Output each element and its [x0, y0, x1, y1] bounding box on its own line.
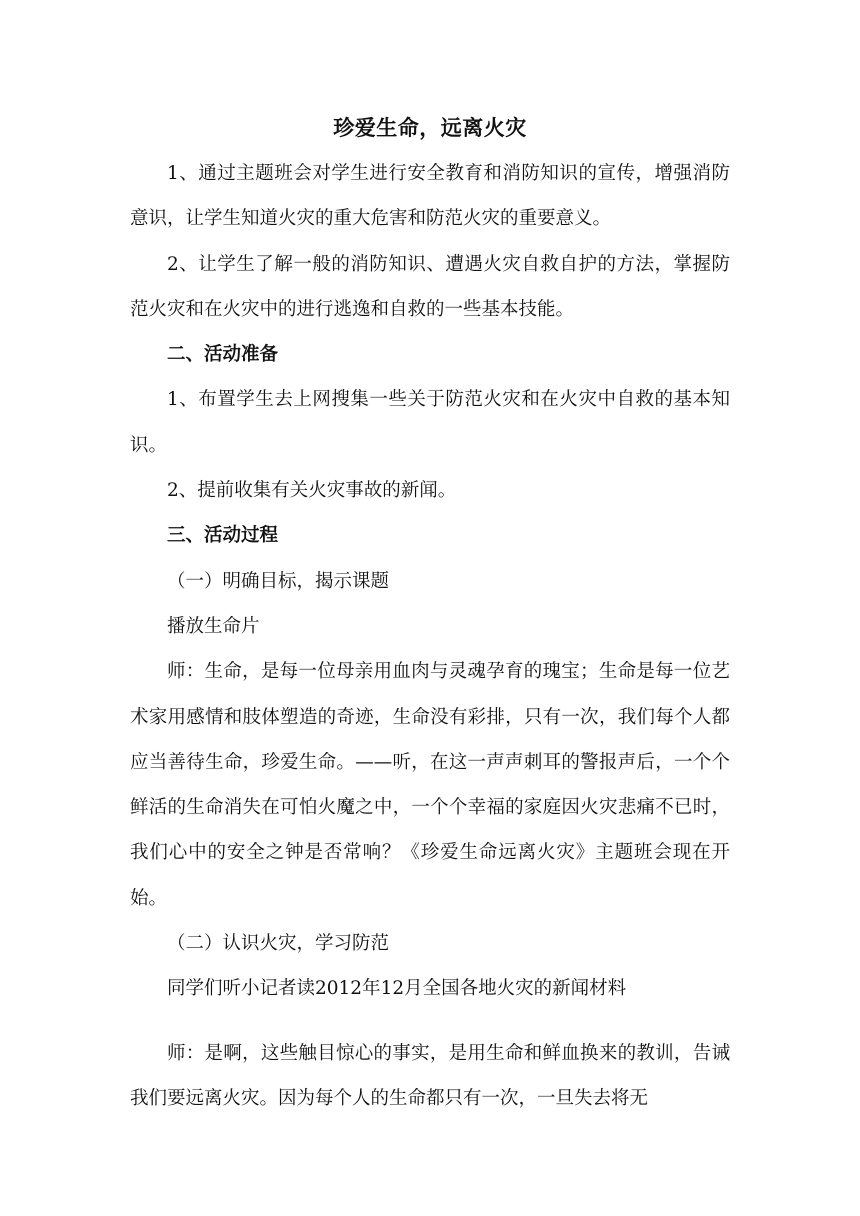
document-body	[130, 151, 730, 1121]
objective-paragraph-1: 1、通过主题班会对学生进行安全教育和消防知识的宣传，增强消防意识，让学生知道火灾的重大危害和防范火灾的重要意义。	[130, 163, 730, 230]
preparation-item-1: 1、布置学生去上网搜集一些关于防范火灾和在火灾中自救的基本知识。	[130, 389, 730, 456]
subsection-heading-2: （二）认识火灾，学习防范	[167, 933, 390, 955]
document-title: 珍爱生命，远离火灾	[333, 115, 527, 140]
news-reading-line: 同学们听小记者读2012年12月全国各地火灾的新闻材料	[167, 978, 627, 1000]
teacher-speech-2: 师：是啊，这些触目惊心的事实，是用生命和鲜血换来的教训，告诫我们要远离火灾。因为每个人的生命都只有一次，一旦失去将无	[130, 1042, 730, 1109]
section-heading-process: 三、活动过程	[167, 525, 279, 547]
subsection-heading-1: （一）明确目标，揭示课题	[167, 570, 390, 592]
preparation-item-2: 2、提前收集有关火灾事故的新闻。	[167, 480, 457, 502]
section-heading-preparation: 二、活动准备	[167, 344, 279, 366]
objective-paragraph-2: 2、让学生了解一般的消防知识、遭遇火灾自救自护的方法，掌握防范火灾和在火灾中的进行逃逸和自救的一些基本技能。	[130, 253, 730, 320]
play-film-line: 播放生命片	[167, 615, 260, 637]
teacher-speech-1: 师：生命，是每一位母亲用血肉与灵魂孕育的瑰宝；生命是每一位艺术家用感情和肢体塑造的奇迹，生命没有彩排，只有一次，我们每个人都应当善待生命，珍爱生命。——听，在这一声声刺耳的警报声后，一个个鲜活的生命消失在可怕火魔之中，一个个幸福的家庭因火灾悲痛不已时，我们心中的安全之钟是否常响？《珍爱生命远离火灾》主题班会现在开始。	[130, 661, 730, 909]
